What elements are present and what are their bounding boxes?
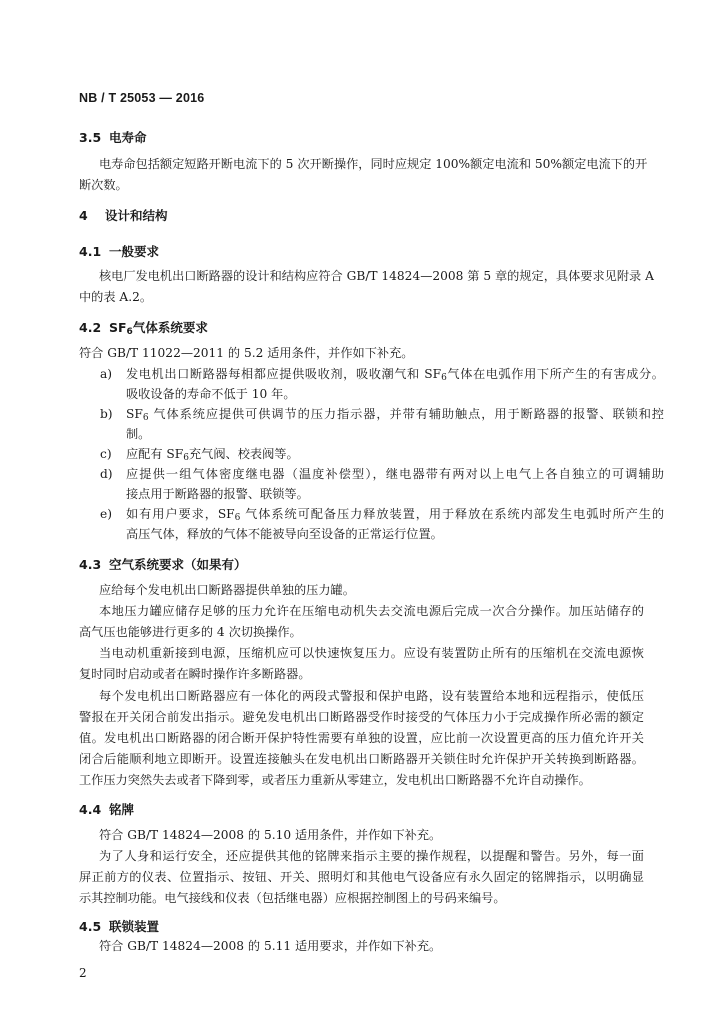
paragraph-line: 符合 GB/T 14824—2008 的 5.11 适用要求，并作如下补充。 bbox=[99, 939, 442, 953]
heading-title-pre: SF bbox=[109, 320, 127, 335]
page-number: 2 bbox=[79, 966, 87, 980]
paragraph-line: 符合 GB/T 11022—2011 的 5.2 适用条件，并作如下补充。 bbox=[79, 346, 414, 360]
list-item-cont: 接点用于断路器的报警、联锁等。 bbox=[126, 487, 309, 501]
paragraph-line: 当电动机重新接到电源，压缩机应可以快速恢复压力。应设有装置防止所有的压缩机在交流电源恢 bbox=[99, 646, 644, 660]
heading-3-5 bbox=[79, 128, 147, 146]
paragraph-line: 中的表 A.2。 bbox=[79, 290, 153, 304]
paragraph-line: 高气压也能够进行更多的 4 次切换操作。 bbox=[79, 625, 302, 639]
heading-title: 电寿命 bbox=[109, 130, 147, 145]
heading-title: 设计和结构 bbox=[105, 208, 168, 223]
heading-4-1 bbox=[79, 242, 159, 260]
paragraph-line: 警报在开关闭合前发出指示。避免发电机出口断路器受作时接受的气体压力小于完成操作所必需的额定 bbox=[79, 710, 644, 724]
heading-4 bbox=[79, 206, 168, 224]
heading-number: 3.5 bbox=[79, 130, 102, 145]
heading-title: 空气系统要求（如果有） bbox=[109, 557, 247, 572]
paragraph-line: 为了人身和运行安全，还应提供其他的铭牌来指示主要的操作规程，以提醒和警告。另外，每一面 bbox=[99, 849, 644, 863]
list-item-cont: 制。 bbox=[126, 427, 151, 441]
paragraph-line: 电寿命包括额定短路开断电流下的 5 次开断操作，同时应规定 100%额定电流和 50%额定电流下的开 bbox=[99, 157, 648, 171]
paragraph-line: 断次数。 bbox=[79, 178, 128, 192]
heading-number: 4.2 bbox=[79, 320, 102, 335]
paragraph-line: 值。发电机出口断路器的闭合断开保护特性需要有单独的设置，应比前一次设置更高的压力值允许开关 bbox=[79, 731, 644, 745]
list-item: a) 发电机出口断路器每相都应提供吸收剂，吸收潮气和 $SF_6$气体在电弧作用下所产生的有害成分。 bbox=[100, 367, 664, 383]
heading-number: 4 bbox=[79, 208, 88, 223]
heading-title: 一般要求 bbox=[109, 244, 160, 259]
paragraph-line: 示其控制功能。电气接线和仪表（包括继电器）应根据控制图上的号码来编号。 bbox=[79, 891, 506, 905]
paragraph-line: 符合 GB/T 14824—2008 的 5.10 适用条件，并作如下补充。 bbox=[99, 828, 442, 842]
paragraph-line: 屏正前方的仪表、位置指示、按钮、开关、照明灯和其他电气设备应有永久固定的铭牌指示，以明确显 bbox=[79, 870, 644, 884]
heading-number: 4.5 bbox=[79, 919, 102, 934]
paragraph-line: 复时同时启动或者在瞬时操作许多断路器。 bbox=[79, 667, 311, 681]
list-item: b) $SF_6$ 气体系统应提供可供调节的压力指示器，并带有辅助触点，用于断路器的报警、联锁和控 bbox=[100, 407, 664, 423]
heading-number: 4.1 bbox=[79, 244, 102, 259]
paragraph-line: 本地压力罐应储存足够的压力允许在压缩电动机失去交流电源后完成一次合分操作。加压站储存的 bbox=[99, 604, 644, 618]
heading-4-5 bbox=[79, 917, 159, 935]
list-item-label: b) bbox=[100, 407, 113, 421]
heading-title-sub: 6 bbox=[126, 327, 133, 337]
heading-4-4 bbox=[79, 800, 134, 818]
heading-number: 4.4 bbox=[79, 802, 102, 817]
paragraph-line: 闭合后能顺利地立即断开。设置连接触头在发电机出口断路器开关锁住时允许保护开关转换到断路器。 bbox=[79, 752, 644, 766]
paragraph-line: 工作压力突然失去或者下降到零，或者压力重新从零建立，发电机出口断路器不允许自动操作。 bbox=[79, 773, 591, 787]
heading-title: 铭牌 bbox=[109, 802, 135, 817]
list-item: c) 应配有 $SF_6$充气阀、校表阀等。 bbox=[100, 447, 299, 463]
list-item-label: c) bbox=[100, 447, 112, 461]
heading-title-post: 气体系统要求 bbox=[132, 320, 208, 335]
list-item: d) 应提供一组气体密度继电器（温度补偿型），继电器带有两对以上电气上各自独立的可调辅助 bbox=[100, 467, 664, 481]
heading-number: 4.3 bbox=[79, 557, 102, 572]
paragraph-line: 每个发电机出口断路器应有一体化的两段式警报和保护电路，设有装置给本地和远程指示，使低压 bbox=[99, 689, 644, 703]
heading-title: 联锁装置 bbox=[109, 919, 160, 934]
heading-4-2 bbox=[79, 318, 208, 337]
standard-code: NB / T 25053 — 2016 bbox=[79, 91, 205, 105]
list-item-label: e) bbox=[100, 507, 112, 521]
list-item-label: a) bbox=[100, 367, 113, 381]
list-item-cont: 吸收设备的寿命不低于 10 年。 bbox=[126, 387, 296, 401]
list-item-cont: 高压气体，释放的气体不能被导向至设备的正常运行位置。 bbox=[126, 527, 443, 541]
list-item-label: d) bbox=[100, 467, 113, 481]
heading-4-3 bbox=[79, 555, 247, 573]
list-item: e) 如有用户要求，$SF_6$ 气体系统可配备压力释放装置，用于释放在系统内部发生电弧时所产生的 bbox=[100, 507, 665, 523]
paragraph-line: 应给每个发电机出口断路器提供单独的压力罐。 bbox=[99, 583, 355, 597]
paragraph-line: 核电厂发电机出口断路器的设计和结构应符合 GB/T 14824—2008 第 5 章的规定，具体要求见附录 A bbox=[99, 269, 654, 283]
